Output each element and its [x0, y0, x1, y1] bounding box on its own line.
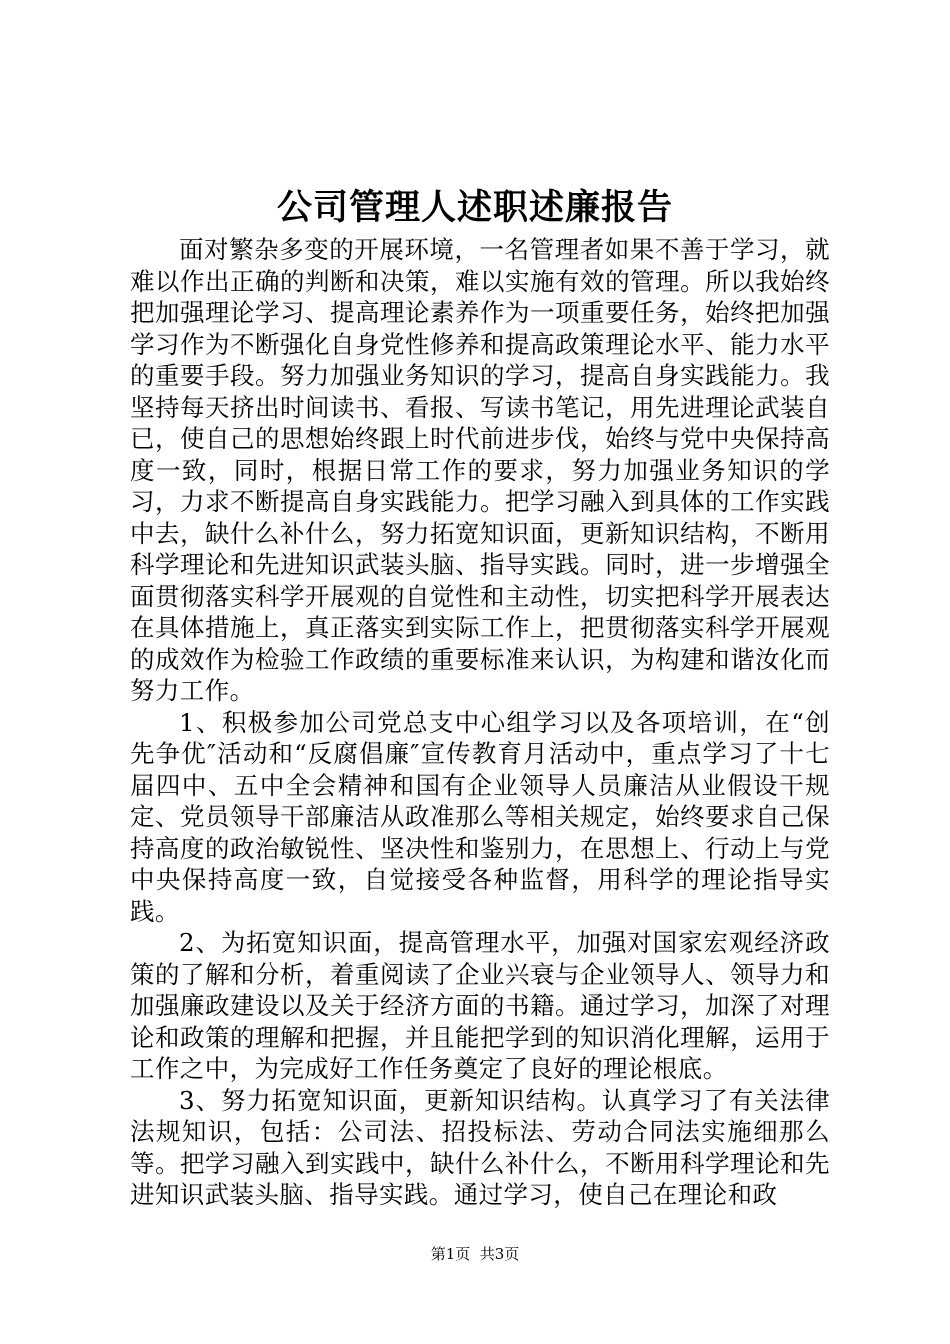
page-footer — [0, 1244, 950, 1264]
paragraph-item-2: 2、为拓宽知识面，提高管理水平，加强对国家宏观经济政策的了解和分析，着重阅读了企业兴衰与企业领导人、领导力和加强廉政建设以及关于经济方面的书籍。通过学习，加深了对理论和政策的理解和把握，并且能把学到的知识消化理解，运用于工作之中，为完成好工作任务奠定了良好的理论根底。 — [130, 928, 830, 1083]
paragraph-item-1: 1、积极参加公司党总支中心组学习以及各项培训，在“创先争优″活动和“反腐倡廉″宣传教育月活动中，重点学习了十七届四中、五中全会精神和国有企业领导人员廉洁从业假设干规定、党员领导干部廉洁从政准那么等相关规定，始终要求自己保持高度的政治敏锐性、坚决性和鉴别力，在思想上、行动上与党中央保持高度一致，自觉接受各种监督，用科学的理论指导实践。 — [130, 707, 830, 926]
paragraph-intro: 面对繁杂多变的开展环境，一名管理者如果不善于学习，就难以作出正确的判断和决策，难以实施有效的管理。所以我始终把加强理论学习、提高理论素养作为一项重要任务，始终把加强学习作为不断强化自身党性修养和提高政策理论水平、能力水平的重要手段。努力加强业务知识的学习，提高自身实践能力。我坚持每天挤出时间读书、看报、写读书笔记，用先进理论武装自已，使自己的思想始终跟上时代前进步伐，始终与党中央保持高度一致，同时，根据日常工作的要求，努力加强业务知识的学习，力求不断提高自身实践能力。把学习融入到具体的工作实践中去，缺什么补什么，努力拓宽知识面，更新知识结构，不断用科学理论和先进知识武装头脑、指导实践。同时，进一步增强全面贯彻落实科学开展观的自觉性和主动性，切实把科学开展表达在具体措施上，真正落实到实际工作上，把贯彻落实科学开展观的成效作为检验工作政绩的重要标准来认识，为构建和谐汝化而努力工作。 — [130, 235, 830, 705]
paragraph-item-3: 3、努力拓宽知识面，更新知识结构。认真学习了有关法律法规知识，包括：公司法、招投标法、劳动合同法实施细那么等。把学习融入到实践中，缺什么补什么，不断用科学理论和先进知识武装头脑、指导实践。通过学习，使自己在理论和政 — [130, 1085, 830, 1209]
page-number: 第1页 共3页 — [430, 1245, 520, 1263]
document-body — [130, 234, 830, 1211]
document-title: 公司管理人述职述廉报告 — [276, 188, 673, 228]
